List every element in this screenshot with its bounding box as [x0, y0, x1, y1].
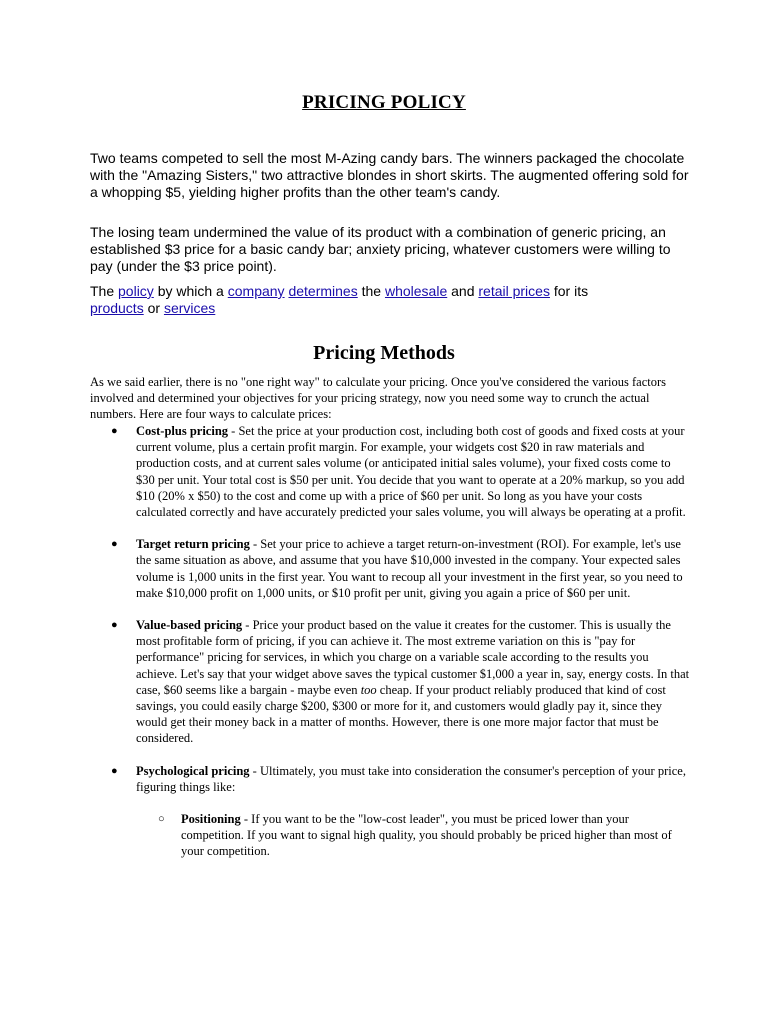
sub-bullet-icon: ○: [158, 813, 165, 826]
definition-text: by which a: [153, 283, 228, 299]
section-heading: Pricing Methods: [313, 342, 455, 364]
bullet-icon: ●: [111, 619, 118, 632]
bullet-icon: ●: [111, 764, 118, 777]
link-products[interactable]: products: [90, 300, 144, 316]
description-cost-plus: - Set the price at your production cost, including both cost of goods and fixed costs at your current volume, plus a certain profit margin. For example, your widgets cost $20 in raw materials and production costs, and at current sales volume (or anticipated initial sales volume), your fixed costs come to $30 per unit. Your total cost is $50 per unit. You decide that you want to operate at a 20% markup, so you add $10 (20% x $50) to the cost and come up with a price of $60 per unit. So long as you have your costs calculated correctly and have accurately predicted your sales volume, you will always be operating at a profit.: [136, 424, 686, 520]
definition-text: or: [143, 300, 164, 316]
term-psychological: Psychological pricing: [136, 763, 250, 778]
term-target-return: Target return pricing: [136, 537, 250, 552]
description-value-based-part-2: cheap. If your product reliably produced that kind of cost savings, you could easily charge $200, $300 or more for it, and customers would gladly pay it, since they would get their money back in a matter of months. However, there is one more major factor that must be considered.: [136, 682, 666, 746]
link-policy[interactable]: policy: [118, 283, 154, 299]
definition-text: The: [90, 283, 119, 299]
intro-paragraph-2: The losing team undermined the value of its product with a combination of generic pricing, an established $3 price for a basic candy bar; anxiety pricing, whatever customers were willing to pay (under the $3 price point).: [90, 224, 671, 274]
term-cost-plus: Cost-plus pricing: [136, 424, 229, 438]
link-determines[interactable]: determines: [288, 283, 358, 299]
methods-list: [90, 423, 690, 876]
intro-paragraph-1: Two teams competed to sell the most M-Azing candy bars. The winners packaged the chocolate with the "Amazing Sisters," two attractive blondes in short skirts. The augmented offering sold for a whopping $5, yielding higher profits than the other team's candy.: [90, 150, 689, 200]
list-item-target-return: [90, 536, 690, 601]
list-item-cost-plus: [90, 423, 690, 520]
list-item-value-based: [90, 617, 690, 747]
definition-text: and: [447, 283, 479, 299]
definition-text: the: [357, 283, 385, 299]
description-value-based-part-1: - Price your product based on the value it creates for the customer. This is usually the most profitable form of pricing, if you can achieve it. The most extreme variation on this is "pay for performance" pricing for services, in which you charge on a variable scale according to the results you achieve. Let's say that your widget above saves the typical customer $1,000 a year in, say, energy costs. In that case, $60 seems like a bargain - maybe even: [136, 618, 690, 697]
bullet-icon: ●: [111, 538, 118, 551]
bullet-icon: ●: [111, 425, 118, 437]
emphasis-too: too: [360, 682, 377, 697]
link-services[interactable]: services: [163, 300, 216, 316]
sub-item-positioning: [136, 811, 690, 860]
definition-text: for its: [549, 283, 589, 299]
description-target-return: - Set your price to achieve a target return-on-investment (ROI). For example, let's use the same situation as above, and assume that you have $10,000 invested in the company. Your expected sales volume is 1,000 units in the first year. You want to recoup all your investment in the first year, so you need to make $10,000 profit on 1,000 units, or $10 profit per unit, giving you again a price of $60 per unit.: [136, 537, 683, 600]
link-wholesale[interactable]: wholesale: [384, 283, 448, 299]
link-company[interactable]: company: [227, 283, 285, 299]
term-value-based: Value-based pricing: [136, 618, 243, 633]
methods-intro: As we said earlier, there is no "one right way" to calculate your pricing. Once you've considered the various factors involved and determined your objectives for your pricing strategy, now you need some way to crunch the actual numbers. Here are four ways to calculate prices:: [90, 375, 666, 422]
description-positioning: - If you want to be the "low-cost leader", you must be priced lower than your competition. If you want to signal high quality, you should probably be priced higher than most of your competition.: [181, 812, 672, 859]
term-positioning: Positioning: [181, 812, 241, 827]
list-item-psychological: [90, 763, 690, 860]
definition-paragraph: [90, 283, 690, 317]
page-title: PRICING POLICY: [302, 92, 466, 113]
description-psychological: - Ultimately, you must take into consideration the consumer's perception of your price, figuring things like:: [136, 763, 686, 794]
link-retail-prices[interactable]: retail prices: [478, 283, 550, 299]
